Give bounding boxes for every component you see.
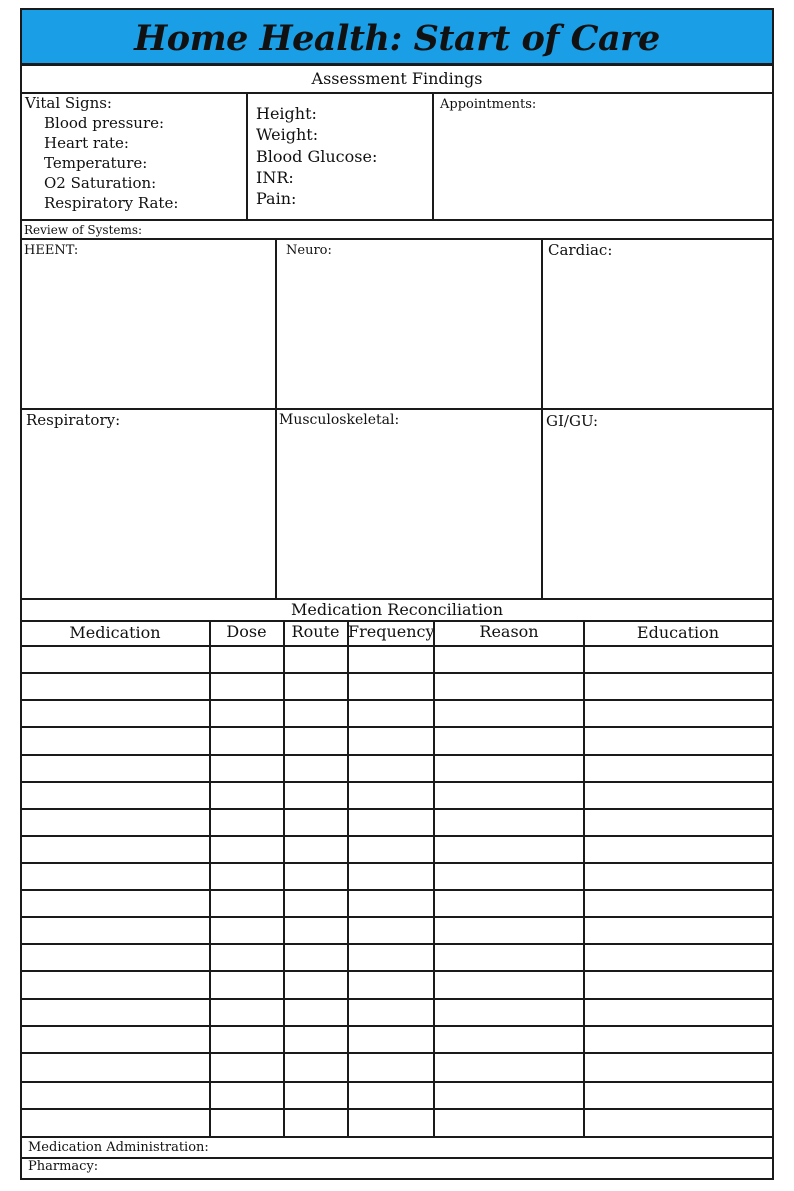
table-column-divider	[433, 620, 435, 1136]
column-header-frequency: Frequency	[348, 622, 435, 641]
title-bar	[20, 8, 774, 65]
heart-rate-label: Heart rate:	[44, 134, 129, 152]
vital-signs-label: Vital Signs:	[25, 94, 112, 112]
table-row-divider	[20, 943, 774, 945]
blood-glucose-label: Blood Glucose:	[256, 147, 378, 166]
table-column-divider	[209, 620, 211, 1136]
table-row-divider	[20, 808, 774, 810]
column-header-education: Education	[636, 623, 720, 642]
page-title: Home Health: Start of Care	[134, 18, 660, 59]
weight-label: Weight:	[256, 125, 319, 144]
temperature-label: Temperature:	[44, 154, 148, 172]
height-label: Height:	[256, 104, 317, 123]
divider	[20, 1136, 774, 1138]
table-row-divider	[20, 889, 774, 891]
divider	[432, 92, 434, 220]
appointments-label: Appointments:	[440, 97, 537, 112]
medication-reconciliation-heading: Medication Reconciliation	[290, 600, 504, 619]
table-row-divider	[20, 916, 774, 918]
divider	[20, 1157, 774, 1159]
pain-label: Pain:	[256, 189, 297, 208]
divider	[20, 92, 774, 94]
heent-label: HEENT:	[24, 243, 79, 258]
divider	[20, 238, 774, 240]
table-row-divider	[20, 781, 774, 783]
review-of-systems-label: Review of Systems:	[24, 223, 143, 237]
blood-pressure-label: Blood pressure:	[44, 114, 165, 132]
table-row-divider	[20, 1081, 774, 1083]
column-header-route: Route	[291, 622, 340, 641]
o2-saturation-label: O2 Saturation:	[44, 174, 157, 192]
assessment-heading: Assessment Findings	[311, 69, 483, 88]
table-row-divider	[20, 1052, 774, 1054]
table-row-divider	[20, 699, 774, 701]
pharmacy-label: Pharmacy:	[28, 1159, 99, 1174]
divider	[20, 408, 774, 410]
column-header-dose: Dose	[226, 622, 267, 641]
table-row-divider	[20, 970, 774, 972]
cardiac-label: Cardiac:	[548, 241, 613, 259]
table-row-divider	[20, 862, 774, 864]
column-header-medication: Medication	[69, 623, 161, 642]
table-row-divider	[20, 835, 774, 837]
column-header-reason: Reason	[479, 622, 539, 641]
gi-gu-label: GI/GU:	[546, 412, 599, 430]
table-row-divider	[20, 645, 774, 647]
table-row-divider	[20, 1025, 774, 1027]
table-row-divider	[20, 754, 774, 756]
divider	[541, 238, 543, 598]
table-column-divider	[283, 620, 285, 1136]
divider	[20, 219, 774, 221]
musculoskeletal-label: Musculoskeletal:	[279, 412, 400, 428]
respiratory-rate-label: Respiratory Rate:	[44, 194, 179, 212]
table-column-divider	[583, 620, 585, 1136]
table-row-divider	[20, 726, 774, 728]
table-row-divider	[20, 1108, 774, 1110]
table-row-divider	[20, 998, 774, 1000]
divider	[275, 238, 277, 598]
respiratory-label: Respiratory:	[26, 411, 121, 429]
medication-administration-label: Medication Administration:	[28, 1140, 209, 1155]
inr-label: INR:	[256, 168, 294, 187]
neuro-label: Neuro:	[286, 243, 332, 258]
table-row-divider	[20, 672, 774, 674]
divider	[246, 92, 248, 220]
table-column-divider	[347, 620, 349, 1136]
